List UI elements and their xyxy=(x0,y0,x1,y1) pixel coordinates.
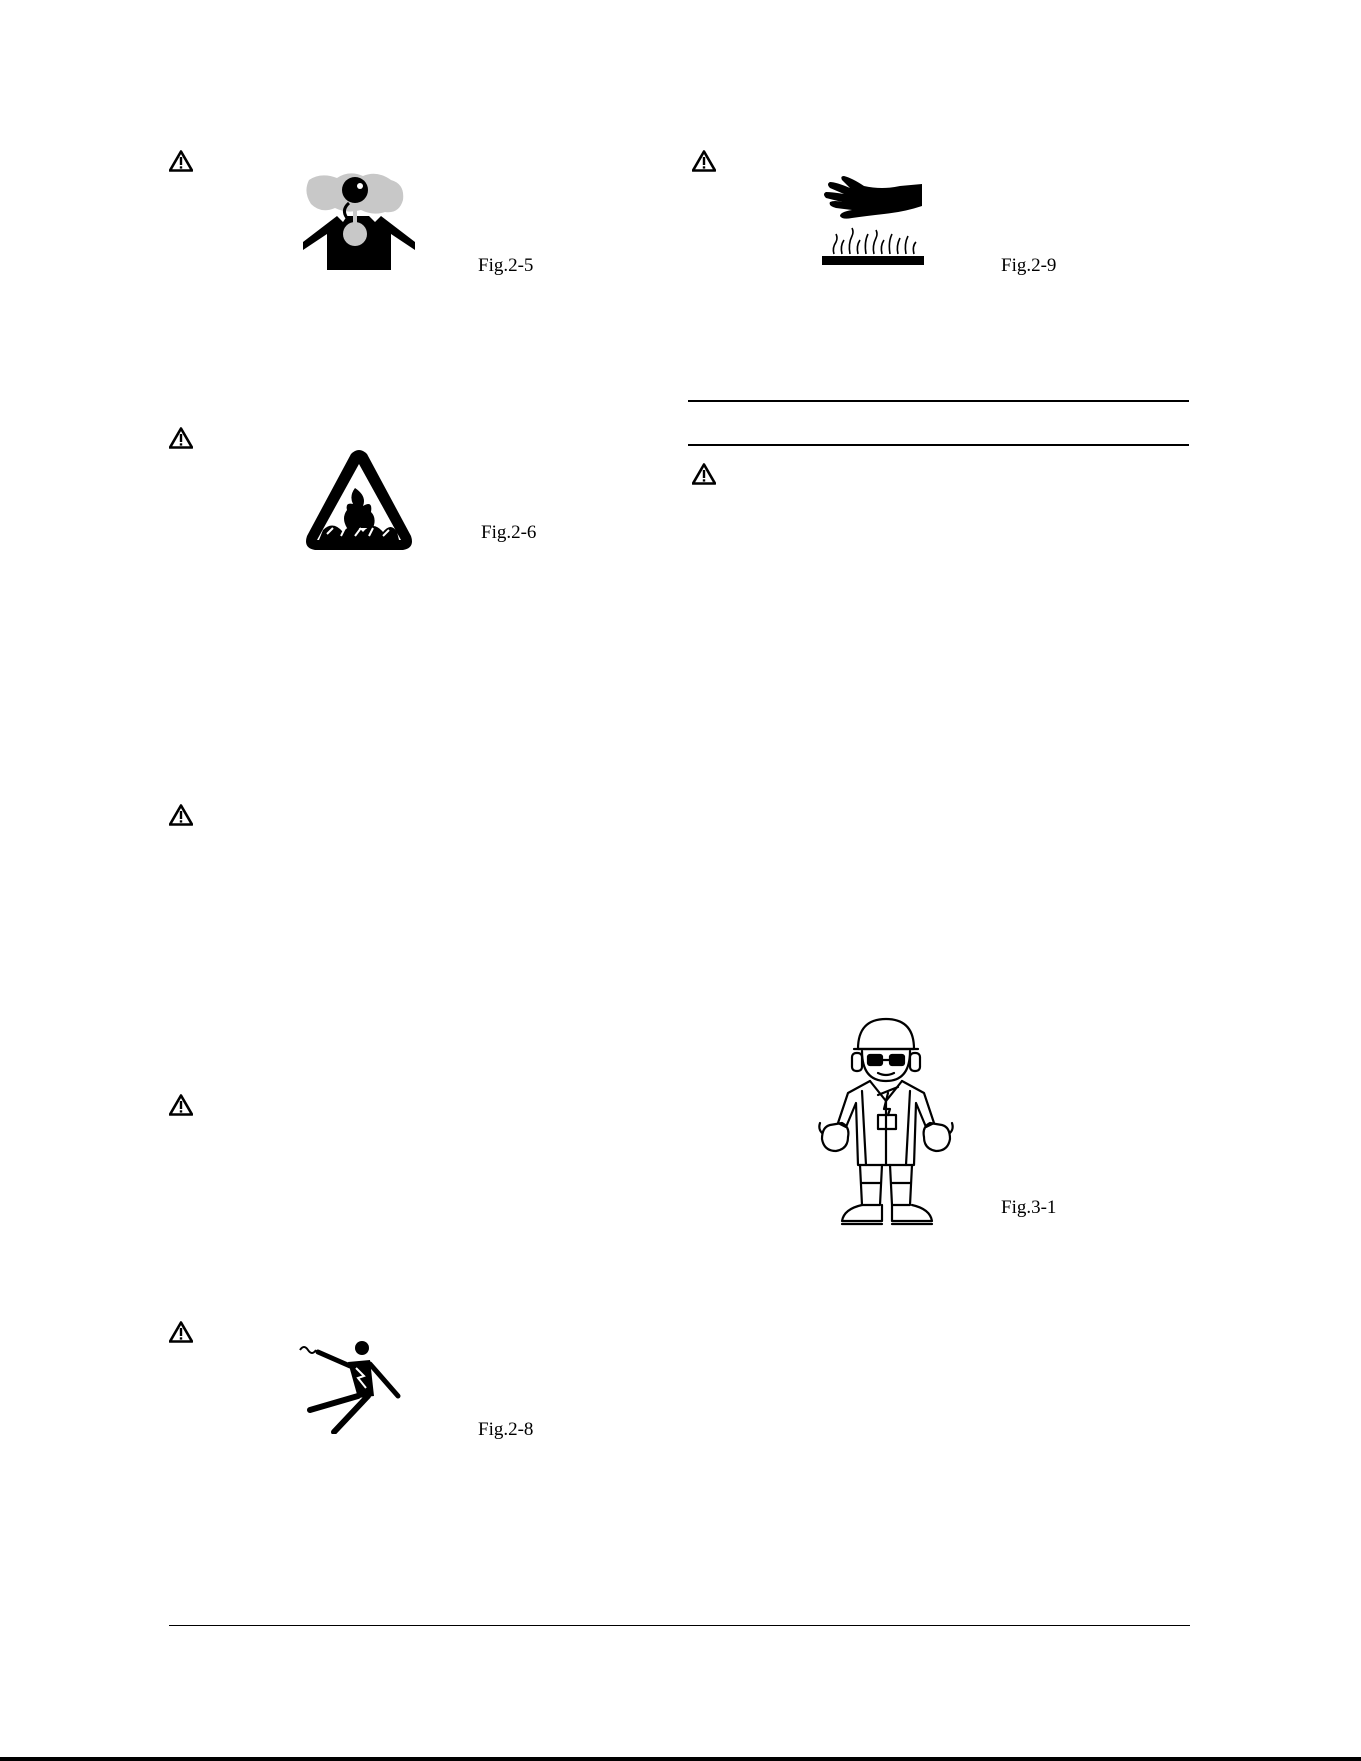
figure-caption: Fig.2-5 xyxy=(478,255,534,276)
figure-caption: Fig.3-1 xyxy=(1001,1197,1057,1218)
figure-caption: Fig.2-6 xyxy=(481,522,537,543)
figure-caption: Fig.2-8 xyxy=(478,1419,534,1440)
warning-triangle-icon xyxy=(169,427,193,449)
warning-triangle-icon xyxy=(692,150,716,172)
electric-shock-icon xyxy=(298,1340,402,1434)
section-rule-top xyxy=(688,400,1189,402)
toxic-fumes-icon xyxy=(303,170,415,270)
warning-triangle-icon xyxy=(169,150,193,172)
warning-triangle-icon xyxy=(692,463,716,485)
hot-surface-icon xyxy=(822,172,924,268)
warning-triangle-icon xyxy=(169,1321,193,1343)
protective-equipment-worker-icon xyxy=(818,1015,954,1227)
warning-triangle-icon xyxy=(169,1094,193,1116)
footer-rule xyxy=(169,1625,1190,1626)
section-rule-bottom xyxy=(688,444,1189,446)
scan-edge xyxy=(0,1757,1361,1761)
fire-hazard-icon xyxy=(303,448,415,554)
figure-caption: Fig.2-9 xyxy=(1001,255,1057,276)
warning-triangle-icon xyxy=(169,804,193,826)
